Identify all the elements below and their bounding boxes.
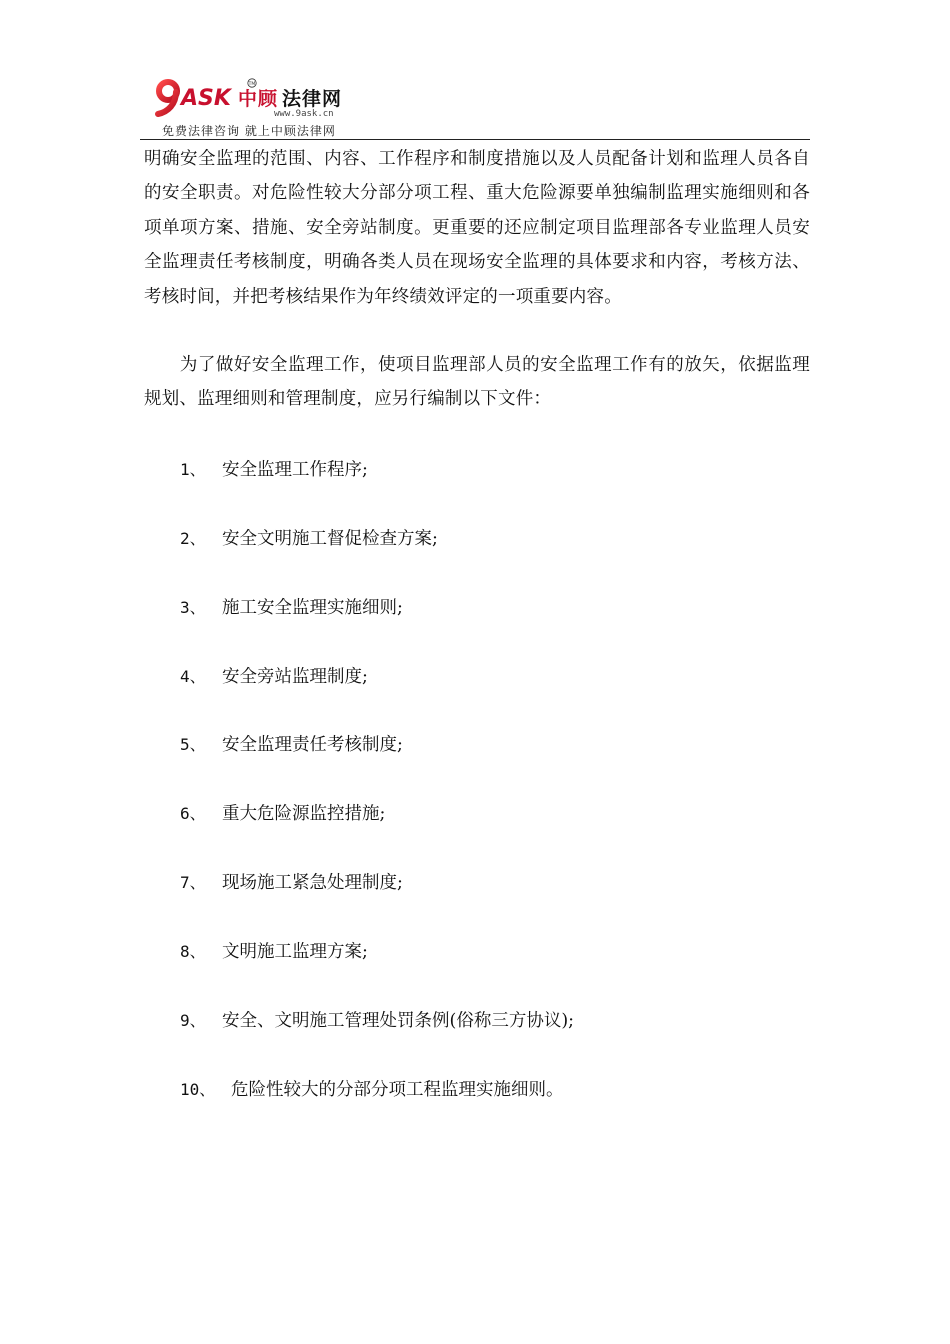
list-item-text: 危险性较大的分部分项工程监理实施细则。 (231, 1079, 564, 1100)
svg-text:TM: TM (248, 81, 256, 87)
list-item-number: 1、 (180, 459, 206, 479)
site-logo[interactable] (154, 78, 364, 118)
list-item-number: 9、 (180, 1010, 206, 1030)
list-item-text: 施工安全监理实施细则; (222, 597, 403, 618)
list-item (144, 453, 810, 522)
document-list (144, 453, 810, 1142)
page-header (148, 72, 810, 138)
logo-chinese-name (238, 84, 342, 111)
list-item-number: 3、 (180, 597, 206, 617)
header-slogan: 免费法律咨询 就上中顾法律网 (162, 124, 336, 138)
list-item-number: 6、 (180, 804, 206, 824)
list-item-text: 安全文明施工督促检查方案; (222, 528, 438, 549)
list-item-number: 4、 (180, 666, 206, 686)
list-item (144, 935, 810, 1004)
list-item (144, 591, 810, 660)
header-divider (140, 139, 810, 140)
list-item-text: 文明施工监理方案; (222, 942, 368, 963)
list-item (144, 522, 810, 591)
list-item-text: 重大危险源监控措施; (222, 804, 386, 825)
list-item-text: 安全监理责任考核制度; (222, 735, 403, 756)
logo-url: www.9ask.cn (274, 109, 334, 119)
list-item (144, 1073, 810, 1142)
list-item (144, 1004, 810, 1073)
list-item-text: 现场施工紧急处理制度; (222, 873, 403, 894)
list-item-number: 10、 (180, 1079, 216, 1099)
9ask-logo-icon (154, 78, 244, 118)
document-body (144, 142, 810, 1142)
list-item-number: 7、 (180, 873, 206, 893)
list-item-number: 8、 (180, 942, 206, 962)
list-item (144, 660, 810, 729)
logo-law-text: 法律网 (282, 88, 343, 110)
logo-ask-text: ASK (181, 86, 231, 111)
list-item (144, 797, 810, 866)
list-item-text: 安全旁站监理制度; (222, 666, 368, 687)
paragraph-1: 明确安全监理的范围、内容、工作程序和制度措施以及人员配备计划和监理人员各自的安全职责。对危险性较大分部分项工程、重大危险源要单独编制监理实施细则和各项单项方案、措施、安全旁站制度。更重要的还应制定项目监理部各专业监理人员安全监理责任考核制度，明确各类人员在现场安全监理的具体要求和内容，考核方法、考核时间，并把考核结果作为年终绩效评定的一项重要内容。 (144, 149, 810, 307)
list-item-number: 5、 (180, 735, 206, 755)
list-item-text: 安全监理工作程序; (222, 459, 368, 480)
logo-brand-text: 中顾 (238, 88, 279, 110)
list-item (144, 866, 810, 935)
paragraph-2: 为了做好安全监理工作，使项目监理部人员的安全监理工作有的放矢，依据监理规划、监理细则和管理制度，应另行编制以下文件： (144, 355, 810, 410)
list-item (144, 728, 810, 797)
list-item-text: 安全、文明施工管理处罚条例(俗称三方协议); (222, 1010, 575, 1031)
list-item-number: 2、 (180, 528, 206, 548)
